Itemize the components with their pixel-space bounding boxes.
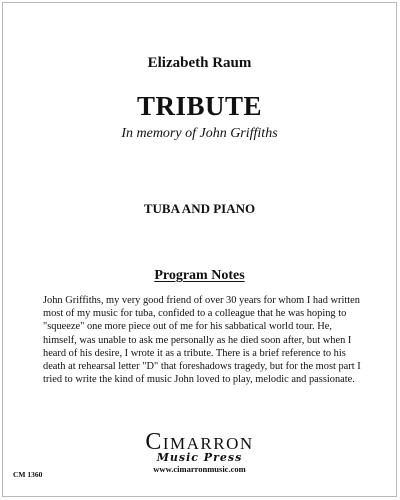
composer-name: Elizabeth Raum bbox=[147, 55, 252, 71]
publisher-logo bbox=[3, 429, 396, 475]
program-notes-text: John Griffiths, my very good friend of over 30 years for whom I had written most of my music for tuba, confided to a colleague that he was hoping to "squeeze" one more piece out of me for his sabbatical world tour. He, himself, was unable to ask me personally as he died soon after, but when I heard of his desire, I wrote it as a tribute. There is a brief reference to his death at rehearsal letter "D" that foreshadows tragedy, but for the most part I tried to write the kind of music John loved to play, melodic and passionate. bbox=[43, 295, 361, 386]
publisher-url: www.cimarronmusic.com bbox=[153, 464, 246, 474]
publisher-name-rest: IMARRON bbox=[162, 434, 254, 453]
publisher-name bbox=[3, 429, 396, 455]
score-cover-page bbox=[2, 2, 397, 497]
instrumentation: TUBA AND PIANO bbox=[143, 201, 256, 216]
piece-dedication: In memory of John Griffiths bbox=[121, 126, 278, 141]
publisher-name-initial: C bbox=[145, 429, 163, 455]
catalog-number: CM 1360 bbox=[13, 470, 43, 479]
publisher-tagline: Music Press bbox=[156, 451, 243, 464]
program-notes-heading: Program Notes bbox=[154, 268, 245, 283]
piece-title: TRIBUTE bbox=[136, 91, 263, 121]
